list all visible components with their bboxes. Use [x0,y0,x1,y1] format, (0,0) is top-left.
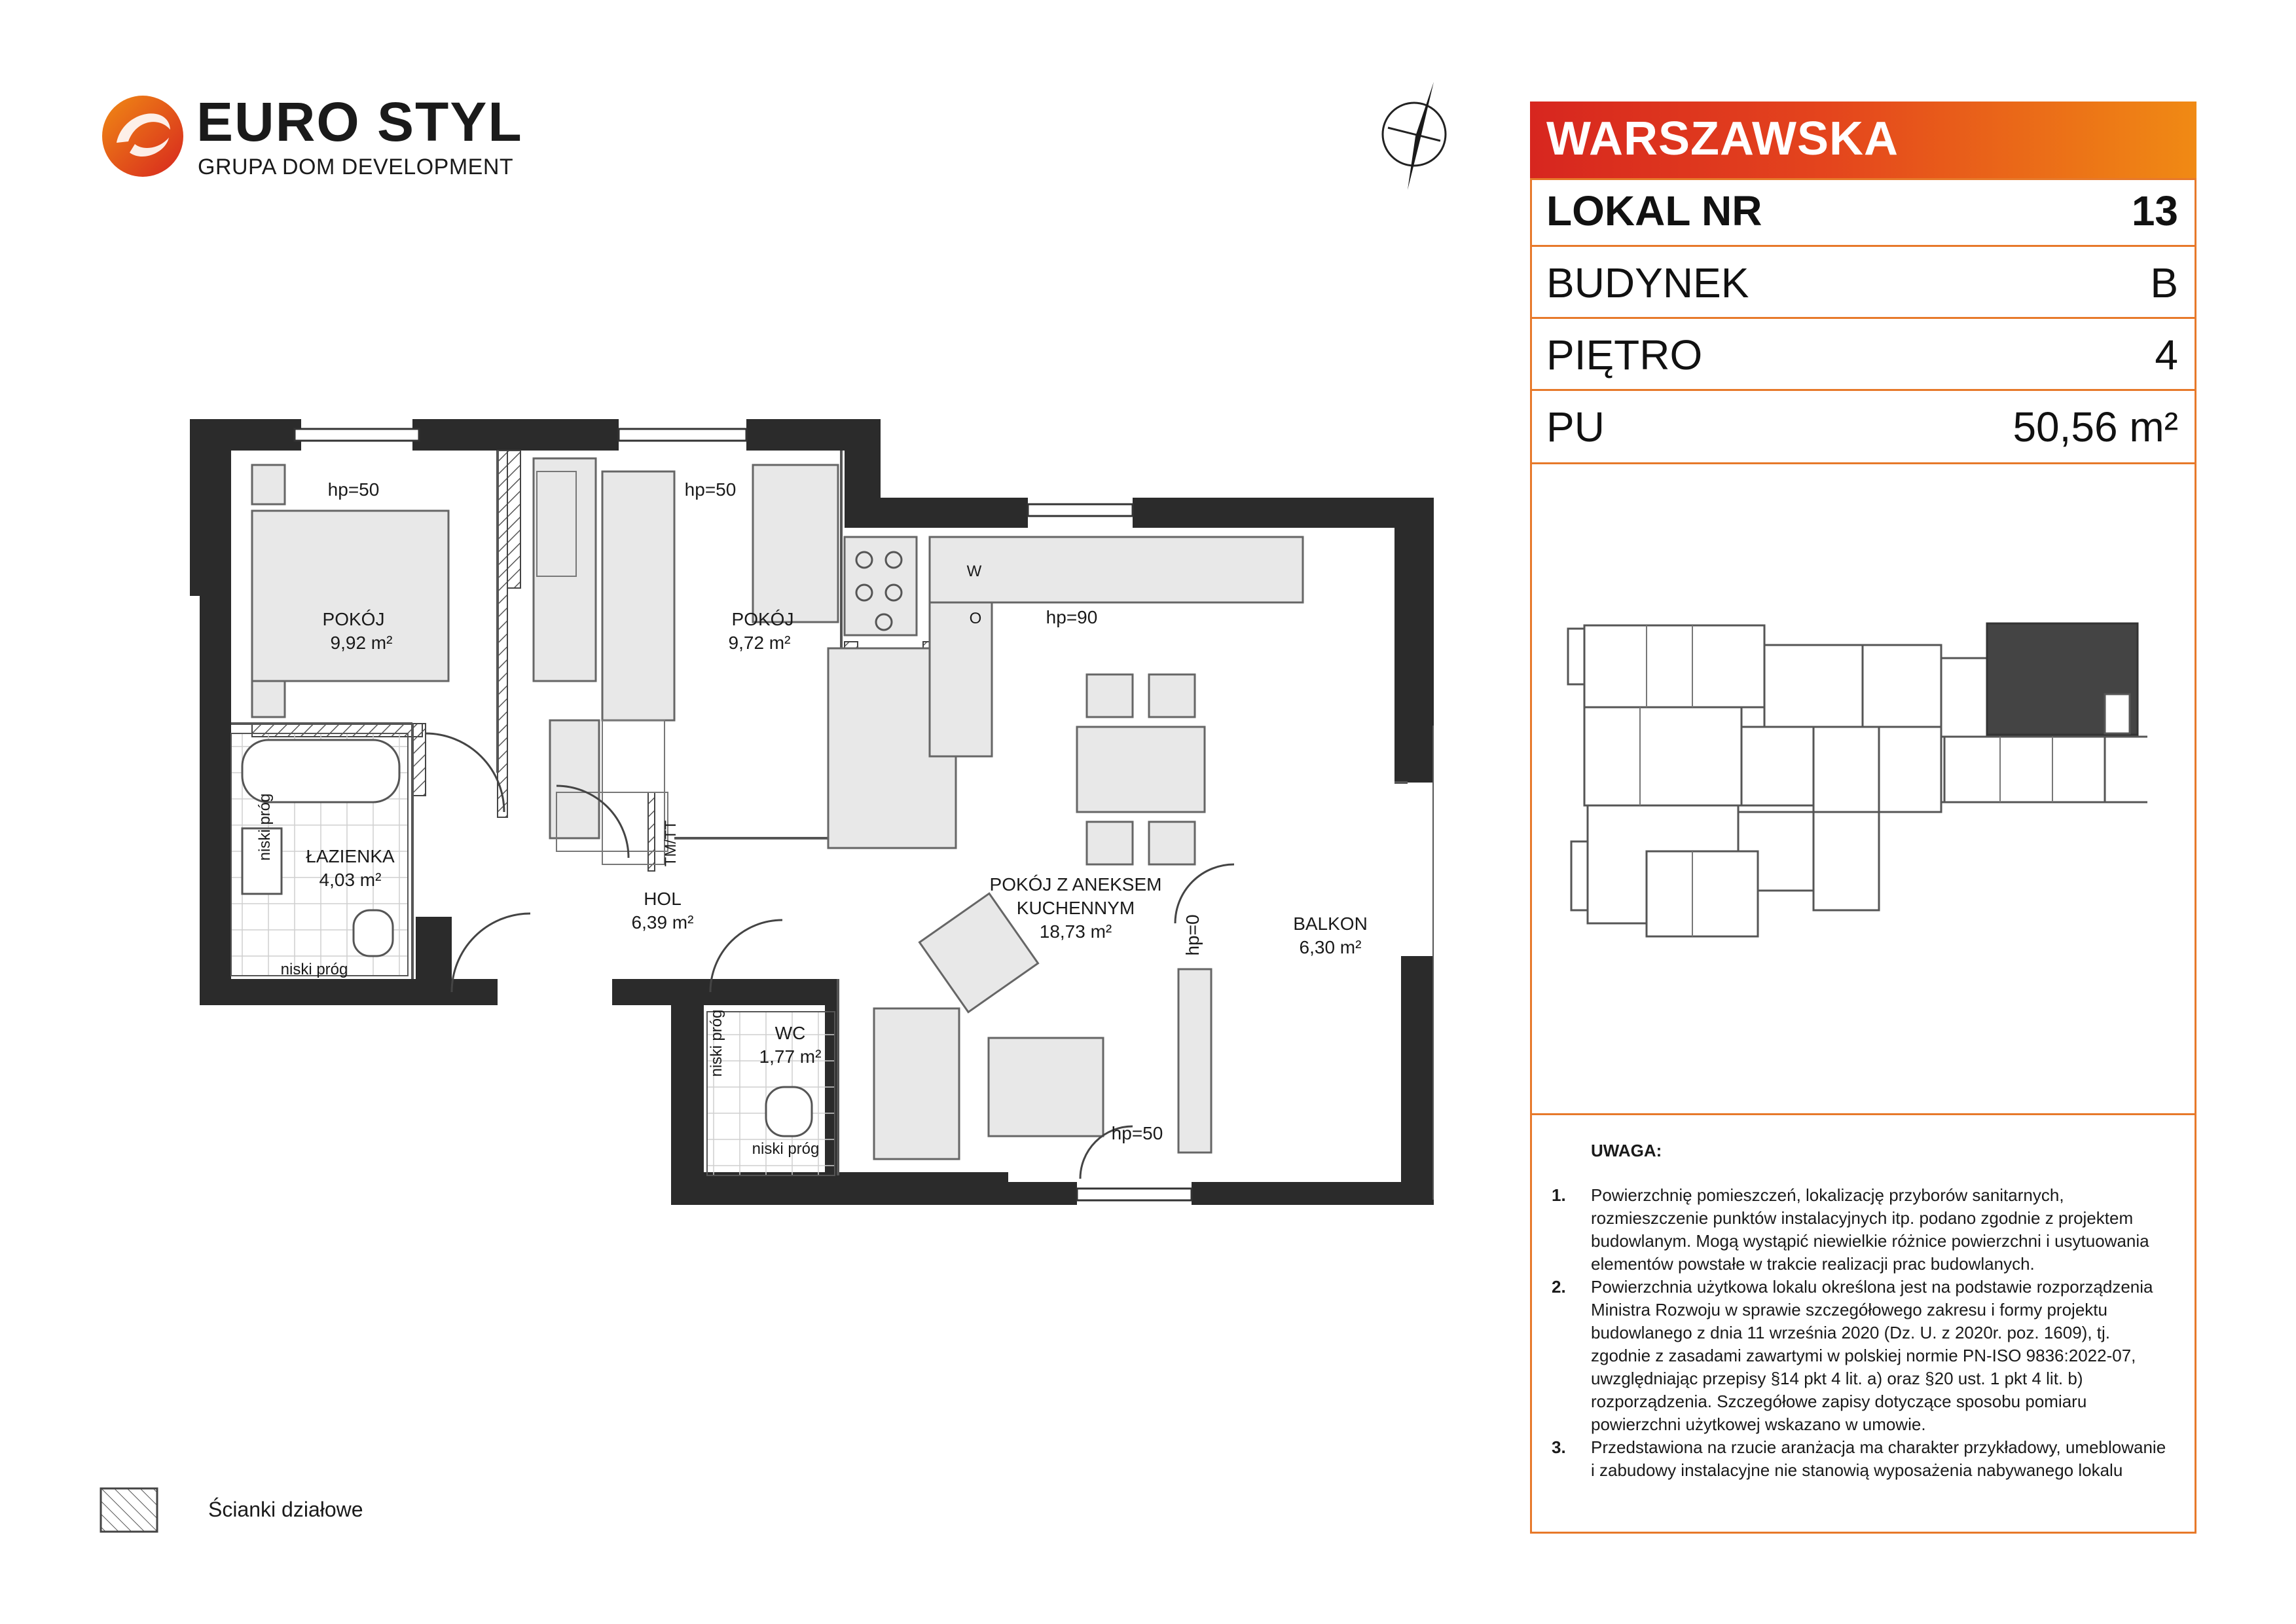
note-number: 2. [1552,1277,1566,1297]
note-number: 1. [1552,1185,1566,1205]
room-name: BALKON [1293,913,1368,934]
low-threshold-mark: niski próg [708,1009,725,1077]
note-item [1552,1436,2167,1482]
room-area: 6,30 m² [1299,937,1362,957]
room-name: POKÓJ Z ANEKSEM [989,874,1162,895]
divider [1530,317,2196,319]
note-item [1552,1184,2167,1276]
divider [1530,462,2196,464]
investment-title: WARSZAWSKA [1546,113,1899,165]
area-value: 50,56 m² [2013,403,2178,451]
washer-mark: W [966,563,982,580]
installation-mark: TM/TT [662,820,680,867]
unit-number-label: LOKAL NR [1546,187,1762,234]
divider [1530,245,2196,247]
partition-wall-legend-icon [100,1487,158,1533]
room-area: 9,72 m² [728,633,791,653]
room-name: POKÓJ [322,609,385,629]
brand-name: EURO STYL [196,91,523,153]
room-name: HOL [644,889,682,909]
window-height-mark: hp=50 [327,479,380,500]
divider [1530,389,2196,391]
brand-logo-icon [97,90,189,182]
note-text: Powierzchnię pomieszczeń, lokalizację przyborów sanitarnych, rozmieszczenie punktów instalacyjnych itp. podano zgodnie z projektem budowlanym. Mogą wystąpić niewielkie różnice powierzchni i usytuowania elementów powstałe w trakcie realizacji prac budowlanych. [1591,1185,2149,1274]
low-threshold-mark: niski próg [280,961,348,978]
note-text: Przedstawiona na rzucie aranżacja ma charakter przykładowy, umeblowanie i zabudowy instalacyjne nie stanowią wyposażenia nabywanego lokalu [1591,1437,2166,1480]
building-value: B [2150,259,2178,306]
room-area: 18,73 m² [1039,921,1112,942]
notes-title: UWAGA: [1591,1141,1662,1160]
note-number: 3. [1552,1437,1566,1457]
unit-number-value: 13 [2131,187,2178,234]
door-height-mark: hp=0 [1182,914,1203,956]
room-area: 9,92 m² [330,633,393,653]
room-area: 4,03 m² [319,870,382,890]
low-threshold-mark: niski próg [256,793,274,861]
brand-subtitle: GRUPA DOM DEVELOPMENT [198,155,514,179]
low-threshold-mark: niski próg [752,1140,820,1158]
area-label: PU [1546,403,1605,451]
divider [1530,1113,2196,1115]
room-name-2: KUCHENNYM [1016,898,1135,918]
window-height-mark: hp=50 [684,479,737,500]
room-area: 1,77 m² [759,1046,822,1067]
window-height-mark: hp=90 [1046,607,1098,627]
floor-label: PIĘTRO [1546,331,1703,378]
floor-plan [190,406,1434,1218]
room-area: 6,39 m² [631,912,694,932]
room-name: ŁAZIENKA [306,846,395,866]
building-key-plan [1542,616,2147,982]
room-name: WC [774,1023,806,1043]
dryer-mark: O [969,610,982,627]
north-arrow-icon [1375,79,1460,196]
legend-label: Ścianki działowe [208,1498,363,1521]
building-label: BUDYNEK [1546,259,1749,306]
note-item [1552,1276,2167,1436]
floor-value: 4 [2155,331,2178,378]
note-text: Powierzchnia użytkowa lokalu określona jest na podstawie rozporządzenia Ministra Rozwoju w sprawie szczegółowego zakresu i formy projektu budowlanego z dnia 11 września 2020 (Dz. U. z 2020r. poz. 1609), tj. zgodnie z zasadami zawartymi w polskiej normie PN-ISO 9836:2022-07, uwzględniając przepisy §14 pkt 4 lit. a) oraz §20 ust. 1 pkt 4 lit. b) rozporządzenia. Szczegółowe zapisy dotyczące sposobu pomiaru powierzchni użytkowej wskazano w umowie. [1591,1277,2153,1434]
room-name: POKÓJ [731,609,794,629]
window-height-mark: hp=50 [1111,1123,1163,1143]
